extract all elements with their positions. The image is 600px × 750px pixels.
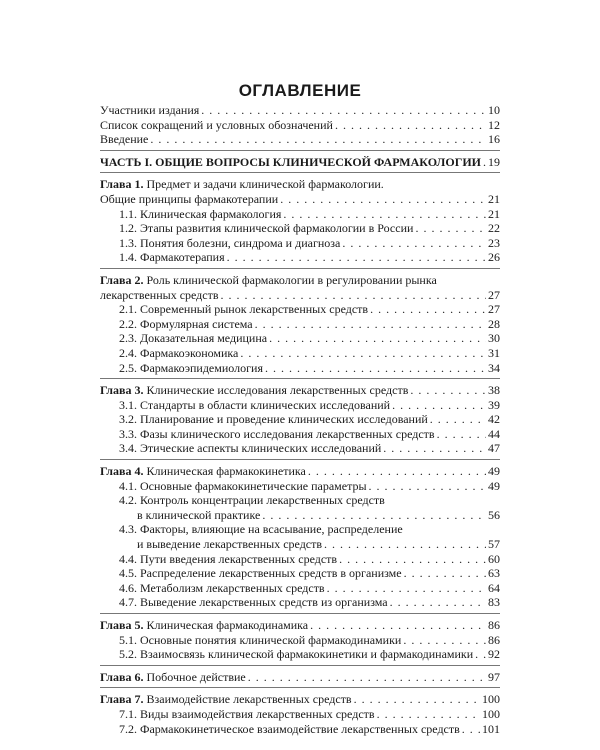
page-number: 100 <box>482 706 500 721</box>
toc-entry-label: Участники издания <box>100 103 200 117</box>
toc-chapter-heading <box>100 618 500 633</box>
dot-leader <box>475 647 486 662</box>
toc-section-entry <box>100 479 500 494</box>
toc-front-matter-entry <box>100 103 500 118</box>
section-divider <box>100 378 500 379</box>
chapter-number: Глава 2. <box>100 272 144 287</box>
page-number: 31 <box>488 345 500 360</box>
page-number: 23 <box>488 235 500 250</box>
section-divider <box>100 459 500 460</box>
toc-entry-label <box>100 383 408 398</box>
dot-leader <box>310 618 486 633</box>
toc-entry-label: Введение <box>100 132 149 147</box>
toc-entry-label: Список сокращений и условных обозначений <box>100 117 333 132</box>
page-number: 44 <box>488 426 500 441</box>
dot-leader <box>390 595 486 610</box>
page-number: 21 <box>488 191 500 206</box>
chapter-title: Клиническая фармакодинамика <box>146 618 309 632</box>
toc-entry-label: Общие принципы фармакотерапии <box>100 191 279 206</box>
dot-leader <box>370 302 486 317</box>
section-divider <box>100 172 500 173</box>
toc-section-entry <box>100 398 500 413</box>
toc-entry-label <box>100 692 352 707</box>
toc-section-entry <box>100 302 500 317</box>
toc-section-entry <box>100 361 500 376</box>
dot-leader <box>339 552 486 567</box>
chapter-title: Клинические исследования лекарственных средств <box>146 383 409 398</box>
dot-leader <box>240 346 486 361</box>
toc-entry-label <box>100 273 437 288</box>
chapter-title: Взаимодействие лекарственных средств <box>146 692 352 707</box>
toc-section-entry <box>100 441 500 456</box>
section-divider <box>100 687 500 688</box>
toc-entry-label: 4.5. Распределение лекарственных средств в организме <box>119 566 402 581</box>
toc-entry-label <box>100 618 308 633</box>
page-number: 22 <box>488 221 500 236</box>
dot-leader <box>462 722 480 737</box>
dot-leader <box>342 236 486 251</box>
dot-leader <box>327 581 486 596</box>
toc-section-entry <box>100 633 500 648</box>
page-number: 12 <box>488 117 500 132</box>
toc-entry-label: 5.2. Взаимосвязь клинической фармакокинетики и фармакодинамики <box>119 647 474 662</box>
dot-leader <box>255 317 486 332</box>
toc-entry-label: 4.2. Контроль концентрации лекарственных средств <box>119 493 385 508</box>
page-number: 47 <box>488 441 500 456</box>
chapter-number: Глава 3. <box>100 383 144 398</box>
toc-section-entry <box>100 427 500 442</box>
toc-part-heading <box>100 155 500 170</box>
page-number: 34 <box>488 360 500 375</box>
page-number: 10 <box>488 103 500 117</box>
chapter-title: Роль клинической фармакологии в регулировании рынка <box>146 272 437 287</box>
dot-leader <box>265 361 486 376</box>
toc-section-entry <box>100 236 500 251</box>
toc-entry-label: лекарственных средств <box>100 287 219 302</box>
dot-leader <box>248 670 486 685</box>
toc-entry-label: 3.2. Планирование и проведение клинических исследований <box>119 412 428 427</box>
toc-section-entry <box>100 412 500 427</box>
section-divider <box>100 150 500 151</box>
chapter-number: Глава 4. <box>100 464 144 479</box>
toc-entry-label <box>100 670 246 685</box>
page-number: 21 <box>488 206 500 221</box>
toc-entry-label: 3.3. Фазы клинического исследования лекарственных средств <box>119 426 435 441</box>
page-number: 38 <box>488 383 500 398</box>
section-divider <box>100 613 500 614</box>
toc-section-entry <box>100 346 500 361</box>
page-number: 86 <box>488 618 500 632</box>
toc-entry-label: 2.1. Современный рынок лекарственных средств <box>119 302 369 317</box>
toc-entry-label: 2.4. Фармакоэкономика <box>119 345 239 360</box>
toc-section-entry <box>100 722 500 737</box>
toc-chapter-heading-cont <box>100 288 500 303</box>
toc-entry-label: в клинической практике <box>137 507 261 522</box>
table-of-contents <box>100 103 500 736</box>
section-divider <box>100 268 500 269</box>
toc-chapter-heading-cont <box>100 192 500 207</box>
dot-leader <box>483 155 486 170</box>
toc-section-entry <box>100 221 500 236</box>
page-number: 101 <box>482 721 500 736</box>
dot-leader <box>410 383 486 398</box>
dot-leader <box>403 633 486 648</box>
toc-section-entry <box>100 537 500 552</box>
toc-chapter-heading <box>100 177 500 192</box>
dot-leader <box>308 464 486 479</box>
toc-section-entry <box>100 317 500 332</box>
page-number: 56 <box>488 507 500 522</box>
page-number: 97 <box>488 669 500 684</box>
toc-entry-label: 7.1. Виды взаимодействия лекарственных средств <box>119 706 375 721</box>
toc-chapter-heading <box>100 670 500 685</box>
toc-entry-label: 3.4. Этические аспекты клинических исследований <box>119 441 382 456</box>
toc-section-entry <box>100 508 500 523</box>
page-number: 26 <box>488 250 500 265</box>
toc-section-entry <box>100 707 500 722</box>
page-title: ОГЛАВЛЕНИЕ <box>238 81 362 100</box>
toc-section-entry <box>100 647 500 662</box>
page-number: 57 <box>488 537 500 552</box>
page-number: 49 <box>488 464 500 479</box>
toc-entry-label: 4.4. Пути введения лекарственных средств <box>119 551 338 566</box>
toc-section-entry <box>100 595 500 610</box>
dot-leader <box>377 707 480 722</box>
toc-section-entry <box>100 250 500 265</box>
toc-section-entry <box>100 493 500 508</box>
page-number: 49 <box>488 478 500 493</box>
dot-leader <box>221 288 486 303</box>
page-number: 39 <box>488 397 500 412</box>
toc-entry-label <box>100 177 384 192</box>
dot-leader <box>335 118 486 133</box>
chapter-number: Глава 1. <box>100 177 144 192</box>
toc-entry-label: 1.1. Клиническая фармакология <box>119 206 282 221</box>
page-number: 64 <box>488 580 500 595</box>
toc-section-entry <box>100 522 500 537</box>
page-number: 28 <box>488 316 500 331</box>
toc-entry-label: 4.1. Основные фармакокинетические параметры <box>119 478 367 493</box>
toc-section-entry <box>100 552 500 567</box>
page-number: 63 <box>488 566 500 581</box>
dot-leader <box>369 479 486 494</box>
toc-entry-label: ЧАСТЬ I. ОБЩИЕ ВОПРОСЫ КЛИНИЧЕСКОЙ ФАРМАКОЛОГИИ <box>100 154 482 169</box>
page-number: 19 <box>488 154 500 169</box>
chapter-number: Глава 5. <box>100 618 144 632</box>
dot-leader <box>415 221 486 236</box>
toc-front-matter-entry <box>100 118 500 133</box>
dot-leader <box>227 250 486 265</box>
dot-leader <box>324 537 486 552</box>
dot-leader <box>201 103 486 118</box>
dot-leader <box>437 427 486 442</box>
toc-entry-label: 3.1. Стандарты в области клинических исследований <box>119 397 391 412</box>
toc-front-matter-entry <box>100 132 500 147</box>
section-divider <box>100 665 500 666</box>
toc-entry-label <box>100 464 306 479</box>
toc-section-entry <box>100 207 500 222</box>
toc-entry-label: 1.2. Этапы развития клинической фармакологии в России <box>119 221 414 236</box>
page-number: 100 <box>482 692 500 707</box>
toc-entry-label: 4.7. Выведение лекарственных средств из организма <box>119 595 388 610</box>
toc-entry-label: 2.3. Доказательная медицина <box>119 331 268 346</box>
toc-entry-label: 1.4. Фармакотерапия <box>119 250 225 265</box>
toc-entry-label: 4.3. Факторы, влияющие на всасывание, распределение <box>119 522 403 537</box>
page-number: 27 <box>488 287 500 302</box>
chapter-title: Побочное действие <box>146 669 246 684</box>
chapter-number: Глава 7. <box>100 692 144 707</box>
toc-entry-label: и выведение лекарственных средств <box>137 537 323 552</box>
toc-chapter-heading <box>100 383 500 398</box>
dot-leader <box>430 412 486 427</box>
chapter-title: Клиническая фармакокинетика <box>146 464 306 479</box>
toc-chapter-heading <box>100 464 500 479</box>
toc-entry-label: 2.5. Фармакоэпидемиология <box>119 360 263 375</box>
toc-entry-label: 4.6. Метаболизм лекарственных средств <box>119 580 325 595</box>
chapter-title: Предмет и задачи клинической фармакологии. <box>146 177 384 192</box>
page-number: 42 <box>488 412 500 427</box>
dot-leader <box>404 566 486 581</box>
toc-section-entry <box>100 566 500 581</box>
dot-leader <box>283 207 486 222</box>
toc-chapter-heading <box>100 273 500 288</box>
page-number: 92 <box>488 647 500 662</box>
toc-section-entry <box>100 581 500 596</box>
page-number: 16 <box>488 132 500 147</box>
dot-leader <box>392 398 486 413</box>
page-number: 86 <box>488 632 500 647</box>
dot-leader <box>280 192 486 207</box>
dot-leader <box>383 441 486 456</box>
toc-entry-label: 7.2. Фармакокинетическое взаимодействие лекарственных средств <box>119 721 460 736</box>
toc-entry-label: 5.1. Основные понятия клинической фармакодинамики <box>119 632 402 647</box>
toc-chapter-heading <box>100 692 500 707</box>
page-number: 27 <box>488 302 500 317</box>
dot-leader <box>262 508 486 523</box>
chapter-number: Глава 6. <box>100 669 144 684</box>
page-number: 83 <box>488 595 500 610</box>
dot-leader <box>150 132 486 147</box>
page-number: 30 <box>488 331 500 346</box>
dot-leader <box>354 692 480 707</box>
toc-entry-label: 2.2. Формулярная система <box>119 316 253 331</box>
dot-leader <box>269 331 486 346</box>
page-number: 60 <box>488 551 500 566</box>
toc-entry-label: 1.3. Понятия болезни, синдрома и диагноза <box>119 235 341 250</box>
toc-section-entry <box>100 331 500 346</box>
